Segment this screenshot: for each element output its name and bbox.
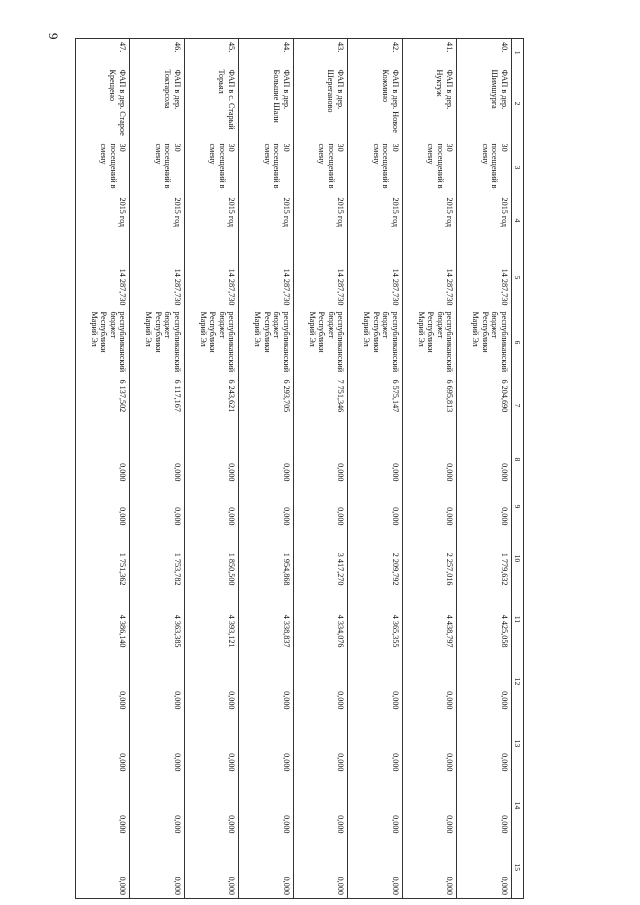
- row-number: 40.: [457, 39, 512, 67]
- col-10-value: 1 779,632: [457, 529, 512, 589]
- col-15-value: 0,000: [348, 837, 403, 899]
- row-number: 44.: [239, 39, 294, 67]
- col-13-value: 0,000: [403, 713, 458, 775]
- col-header: 14: [512, 775, 524, 837]
- col-8-value: 0,000: [76, 435, 131, 485]
- data-table: [75, 38, 524, 899]
- col-13-value: 0,000: [457, 713, 512, 775]
- col-10-value: 3 417,270: [294, 529, 349, 589]
- table-row: [130, 39, 185, 899]
- col-12-value: 0,000: [130, 651, 185, 713]
- funding-source: республиканский бюджет Республики Марий Эл: [185, 309, 240, 377]
- col-header: 4: [512, 195, 524, 247]
- table-row: [239, 39, 294, 899]
- col-9-value: 0,000: [239, 485, 294, 529]
- col-8-value: 0,000: [185, 435, 240, 485]
- col-9-value: 0,000: [403, 485, 458, 529]
- capacity: 30 посещений в смену: [294, 141, 349, 195]
- col-12-value: 0,000: [76, 651, 131, 713]
- col-10-value: 2 257,016: [403, 529, 458, 589]
- col-7-value: 6 137,502: [76, 377, 131, 435]
- table-row: [185, 39, 240, 899]
- year: 2015 год: [457, 195, 512, 247]
- col-8-value: 0,000: [348, 435, 403, 485]
- col-header: 9: [512, 485, 524, 529]
- col-11-value: 4 334,076: [294, 589, 349, 651]
- row-number: 43.: [294, 39, 349, 67]
- col-13-value: 0,000: [185, 713, 240, 775]
- col-header: 3: [512, 141, 524, 195]
- col-header: 13: [512, 713, 524, 775]
- col-11-value: 4 363,385: [130, 589, 185, 651]
- funding-source: республиканский бюджет Республики Марий Эл: [294, 309, 349, 377]
- capacity: 30 посещений в смену: [185, 141, 240, 195]
- col-7-value: 6 117,167: [130, 377, 185, 435]
- funding-source: республиканский бюджет Республики Марий Эл: [403, 309, 458, 377]
- capacity: 30 посещений в смену: [130, 141, 185, 195]
- col-14-value: 0,000: [457, 775, 512, 837]
- col-9-value: 0,000: [130, 485, 185, 529]
- col-10-value: 1 850,500: [185, 529, 240, 589]
- column-number-row: [512, 39, 524, 899]
- col-14-value: 0,000: [403, 775, 458, 837]
- col-7-value: 6 575,147: [348, 377, 403, 435]
- col-11-value: 4 386,140: [76, 589, 131, 651]
- col-header: 8: [512, 435, 524, 485]
- capacity: 30 посещений в смену: [76, 141, 131, 195]
- cost-total: 14 287,730: [76, 247, 131, 309]
- year: 2015 год: [403, 195, 458, 247]
- col-14-value: 0,000: [185, 775, 240, 837]
- col-8-value: 0,000: [130, 435, 185, 485]
- col-12-value: 0,000: [457, 651, 512, 713]
- row-number: 42.: [348, 39, 403, 67]
- col-header: 7: [512, 377, 524, 435]
- col-header: 15: [512, 837, 524, 899]
- row-number: 45.: [185, 39, 240, 67]
- col-15-value: 0,000: [239, 837, 294, 899]
- col-7-value: 6 293,705: [239, 377, 294, 435]
- col-10-value: 1 753,782: [130, 529, 185, 589]
- col-15-value: 0,000: [185, 837, 240, 899]
- table-row: [348, 39, 403, 899]
- cost-total: 14 287,730: [185, 247, 240, 309]
- col-8-value: 0,000: [403, 435, 458, 485]
- col-12-value: 0,000: [294, 651, 349, 713]
- col-15-value: 0,000: [76, 837, 131, 899]
- col-header: 1: [512, 39, 524, 67]
- funding-source: республиканский бюджет Республики Марий Эл: [76, 309, 131, 377]
- col-9-value: 0,000: [348, 485, 403, 529]
- cost-total: 14 287,730: [457, 247, 512, 309]
- col-header: 11: [512, 589, 524, 651]
- col-10-value: 2 209,792: [348, 529, 403, 589]
- row-number: 47.: [76, 39, 131, 67]
- facility-name: ФАП в дер. Токтарсола: [130, 67, 185, 141]
- col-11-value: 4 393,121: [185, 589, 240, 651]
- year: 2015 год: [76, 195, 131, 247]
- funding-source: республиканский бюджет Республики Марий Эл: [239, 309, 294, 377]
- cost-total: 14 287,730: [348, 247, 403, 309]
- col-12-value: 0,000: [185, 651, 240, 713]
- col-header: 5: [512, 247, 524, 309]
- col-15-value: 0,000: [294, 837, 349, 899]
- cost-total: 14 287,730: [294, 247, 349, 309]
- facility-name: ФАП в с. Старый Торьял: [185, 67, 240, 141]
- col-13-value: 0,000: [130, 713, 185, 775]
- col-13-value: 0,000: [294, 713, 349, 775]
- col-10-value: 1 751,362: [76, 529, 131, 589]
- table-row: [76, 39, 131, 899]
- funding-source: республиканский бюджет Республики Марий Эл: [130, 309, 185, 377]
- facility-name: ФАП в дер. Нуктуж: [403, 67, 458, 141]
- year: 2015 год: [130, 195, 185, 247]
- col-10-value: 1 954,868: [239, 529, 294, 589]
- funding-source: республиканский бюджет Республики Марий Эл: [457, 309, 512, 377]
- col-header: 10: [512, 529, 524, 589]
- cost-total: 14 287,730: [403, 247, 458, 309]
- col-8-value: 0,000: [457, 435, 512, 485]
- col-9-value: 0,000: [294, 485, 349, 529]
- col-9-value: 0,000: [185, 485, 240, 529]
- col-header: 2: [512, 67, 524, 141]
- col-11-value: 4 338,837: [239, 589, 294, 651]
- col-15-value: 0,000: [457, 837, 512, 899]
- capacity: 30 посещений в смену: [348, 141, 403, 195]
- col-header: 6: [512, 309, 524, 377]
- col-11-value: 4 438,797: [403, 589, 458, 651]
- facility-name: ФАП в дер. Новое Кожмино: [348, 67, 403, 141]
- capacity: 30 посещений в смену: [457, 141, 512, 195]
- cost-total: 14 287,730: [239, 247, 294, 309]
- col-14-value: 0,000: [76, 775, 131, 837]
- col-9-value: 0,000: [76, 485, 131, 529]
- rotated-table-sheet: [90, 38, 524, 898]
- cost-total: 14 287,730: [130, 247, 185, 309]
- col-14-value: 0,000: [294, 775, 349, 837]
- col-8-value: 0,000: [294, 435, 349, 485]
- table-row: [457, 39, 512, 899]
- col-8-value: 0,000: [239, 435, 294, 485]
- col-12-value: 0,000: [239, 651, 294, 713]
- year: 2015 год: [239, 195, 294, 247]
- col-11-value: 4 425,058: [457, 589, 512, 651]
- year: 2015 год: [185, 195, 240, 247]
- capacity: 30 посещений в смену: [403, 141, 458, 195]
- facility-name: ФАП в дер. Шереганово: [294, 67, 349, 141]
- col-13-value: 0,000: [348, 713, 403, 775]
- col-14-value: 0,000: [130, 775, 185, 837]
- facility-name: ФАП в дер. Шимшурга: [457, 67, 512, 141]
- year: 2015 год: [348, 195, 403, 247]
- col-header: 12: [512, 651, 524, 713]
- col-13-value: 0,000: [239, 713, 294, 775]
- facility-name: ФАП в дер. Старое Крещено: [76, 67, 131, 141]
- table-row: [403, 39, 458, 899]
- page-number: 9: [46, 33, 61, 40]
- funding-source: республиканский бюджет Республики Марий Эл: [348, 309, 403, 377]
- col-7-value: 6 695,813: [403, 377, 458, 435]
- facility-name: ФАП в дер. Большие Шали: [239, 67, 294, 141]
- col-7-value: 6 243,621: [185, 377, 240, 435]
- col-14-value: 0,000: [348, 775, 403, 837]
- col-12-value: 0,000: [403, 651, 458, 713]
- col-7-value: 7 751,346: [294, 377, 349, 435]
- col-7-value: 6 204,690: [457, 377, 512, 435]
- year: 2015 год: [294, 195, 349, 247]
- row-number: 41.: [403, 39, 458, 67]
- col-13-value: 0,000: [76, 713, 131, 775]
- row-number: 46.: [130, 39, 185, 67]
- capacity: 30 посещений в смену: [239, 141, 294, 195]
- table-row: [294, 39, 349, 899]
- col-11-value: 4 365,355: [348, 589, 403, 651]
- col-12-value: 0,000: [348, 651, 403, 713]
- col-15-value: 0,000: [403, 837, 458, 899]
- col-14-value: 0,000: [239, 775, 294, 837]
- col-9-value: 0,000: [457, 485, 512, 529]
- col-15-value: 0,000: [130, 837, 185, 899]
